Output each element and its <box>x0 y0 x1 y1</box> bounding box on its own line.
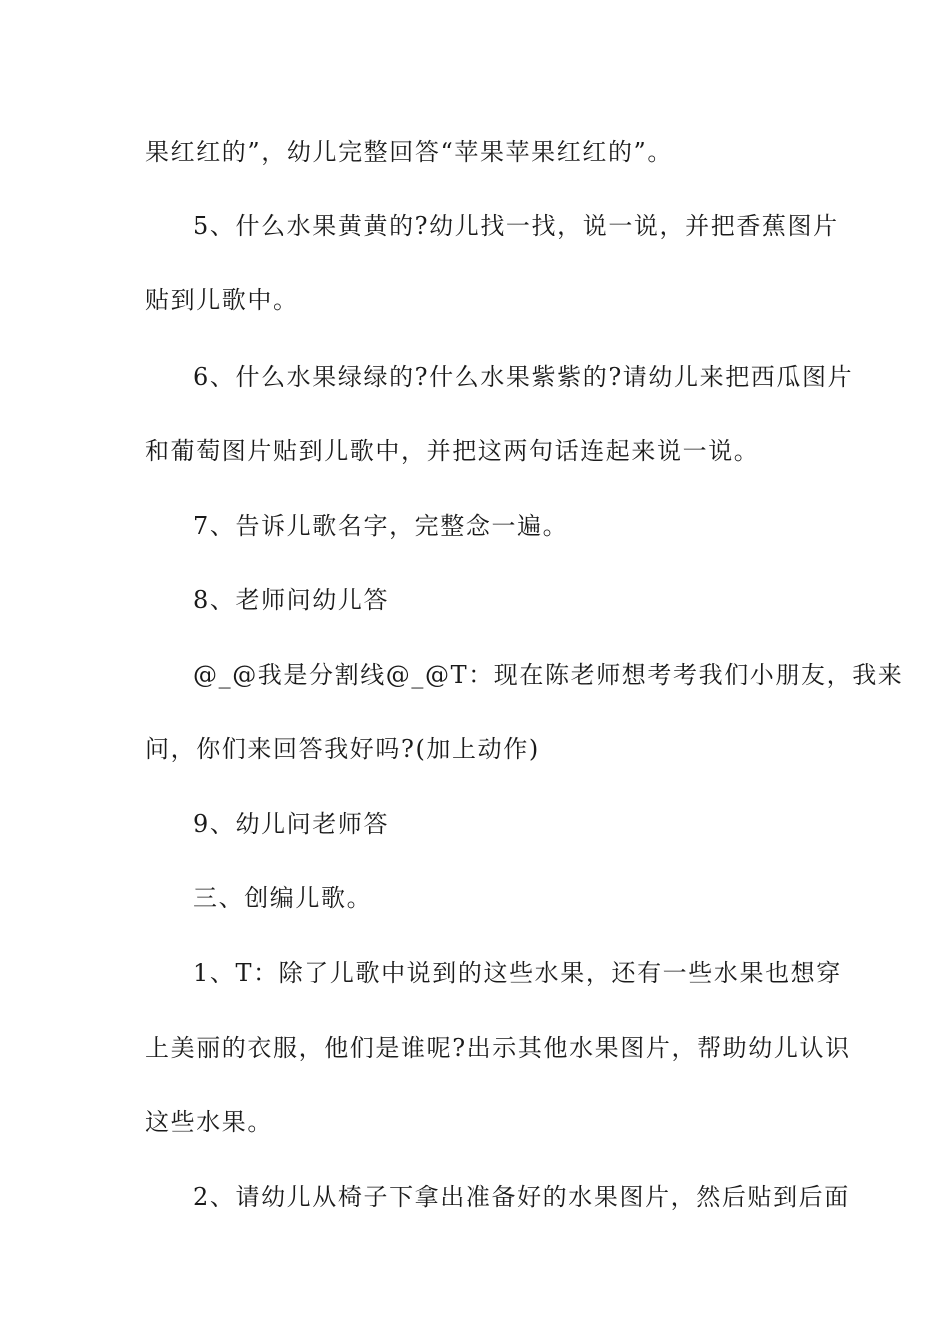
paragraph-line: 5、什么水果黄黄的?幼儿找一找，说一说，并把香蕉图片 <box>193 212 839 240</box>
paragraph-line: 9、幼儿问老师答 <box>193 810 390 838</box>
paragraph-line: 8、老师问幼儿答 <box>193 586 390 614</box>
paragraph-line: @_@我是分割线@_@T：现在陈老师想考考我们小朋友，我来 <box>193 661 904 689</box>
paragraph-line: 7、告诉儿歌名字，完整念一遍。 <box>193 512 569 540</box>
paragraph-line: 这些水果。 <box>145 1108 273 1136</box>
paragraph-line: 贴到儿歌中。 <box>145 286 299 314</box>
paragraph-line: 上美丽的衣服，他们是谁呢?出示其他水果图片，帮助幼儿认识 <box>145 1034 851 1062</box>
paragraph-line: 2、请幼儿从椅子下拿出准备好的水果图片，然后贴到后面 <box>193 1183 850 1211</box>
paragraph-line: 问，你们来回答我好吗?(加上动作) <box>145 735 540 763</box>
paragraph-line: 6、什么水果绿绿的?什么水果紫紫的?请幼儿来把西瓜图片 <box>193 363 854 391</box>
paragraph-line: 和葡萄图片贴到儿歌中，并把这两句话连起来说一说。 <box>145 437 760 465</box>
section-heading: 三、创编儿歌。 <box>193 884 373 912</box>
paragraph-line: 1、T：除了儿歌中说到的这些水果，还有一些水果也想穿 <box>193 959 842 987</box>
paragraph-line: 果红红的”，幼儿完整回答“苹果苹果红红的”。 <box>145 138 674 166</box>
